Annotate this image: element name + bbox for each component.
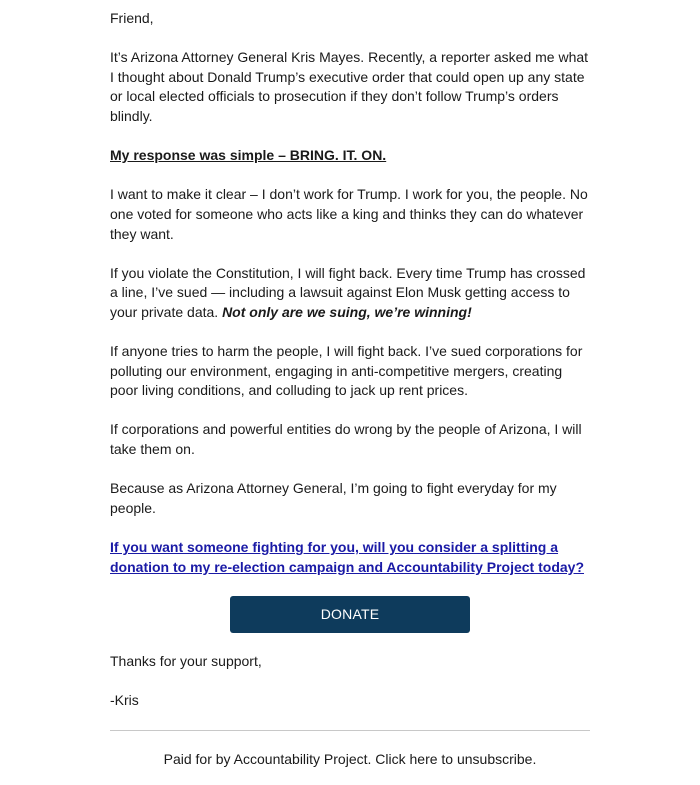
donate-button[interactable]: DONATE bbox=[230, 596, 470, 633]
response-heading-text: My response was simple – BRING. IT. ON. bbox=[110, 147, 387, 164]
response-heading bbox=[110, 146, 590, 166]
powerful-entities-paragraph: If corporations and powerful entities do wrong by the people of Arizona, I will take them on. bbox=[110, 421, 582, 458]
greeting: Friend, bbox=[110, 10, 154, 26]
footer-text[interactable]: Paid for by Accountability Project. Click here to unsubscribe. bbox=[163, 751, 537, 767]
not-working-for-trump-paragraph: I want to make it clear – I don’t work for Trump. I work for you, the people. No one voted for someone who acts like a king and thinks they can do whatever they want. bbox=[110, 186, 588, 242]
email-body bbox=[110, 0, 590, 770]
constitution-text: If you violate the Constitution, I will fight back. Every time Trump has crossed a line, I’ve sued — including a lawsuit against Elon Musk getting access to your private data. bbox=[110, 264, 586, 320]
winning-emphasis: Not only are we suing, we’re winning! bbox=[222, 303, 472, 320]
fight-everyday-paragraph: Because as Arizona Attorney General, I’m going to fight everyday for my people. bbox=[110, 480, 557, 516]
constitution-paragraph bbox=[110, 264, 590, 323]
thanks-line: Thanks for your support, bbox=[110, 653, 262, 670]
donation-ask bbox=[110, 538, 590, 577]
corporations-paragraph: If anyone tries to harm the people, I will fight back. I’ve sued corporations for polluting our environment, engaging in anti-competitive mergers, creating poor living conditions, and colluding to jack up rent prices. bbox=[110, 343, 583, 399]
signature: -Kris bbox=[110, 692, 139, 709]
donation-ask-link[interactable]: If you want someone fighting for you, will you consider a splitting a donation to my re-election campaign and Accountability Project today? bbox=[110, 539, 584, 575]
intro-paragraph: It’s Arizona Attorney General Kris Mayes. Recently, a reporter asked me what I thought about Donald Trump’s executive order that could open up any state or local elected officials to prosecution if they don’t follow Trump’s orders blindly. bbox=[110, 49, 589, 124]
footer-divider bbox=[110, 730, 590, 731]
donate-button-wrapper bbox=[110, 596, 590, 633]
